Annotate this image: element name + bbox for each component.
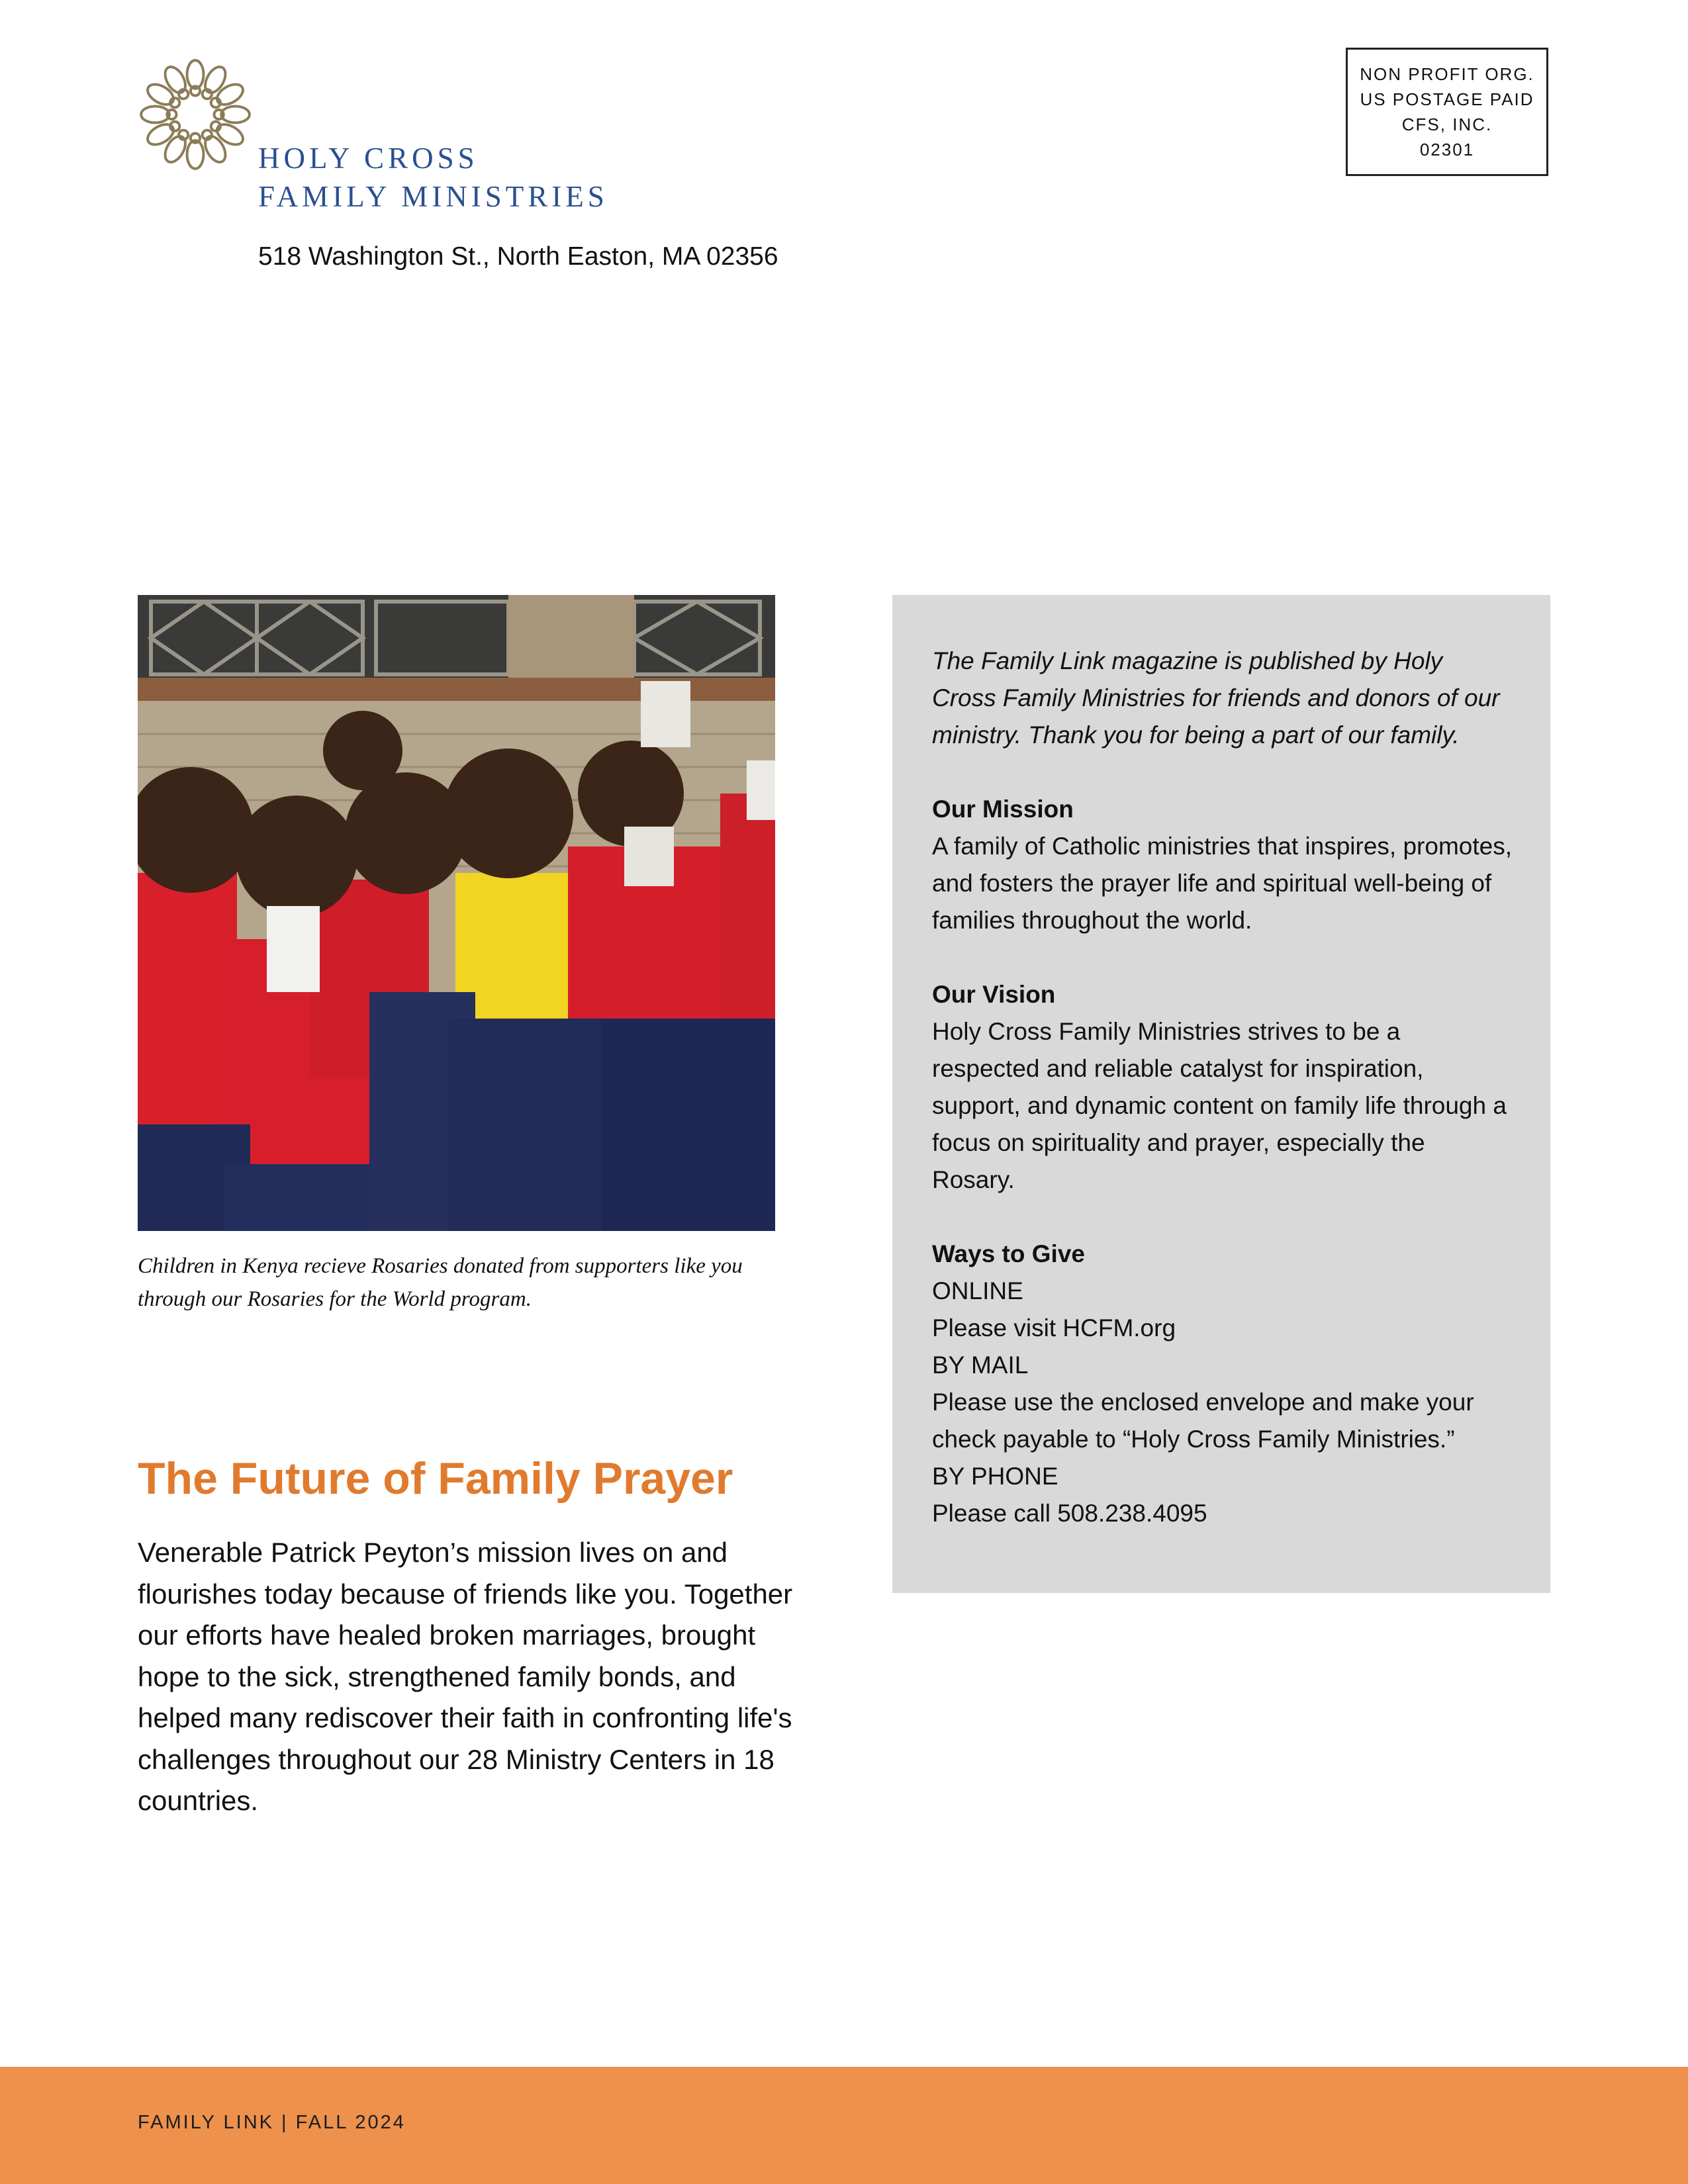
org-name (258, 139, 608, 216)
give-phone-label: BY PHONE (932, 1463, 1058, 1490)
footer-issue-label: FAMILY LINK | FALL 2024 (138, 2112, 406, 2133)
logo-icon (136, 56, 254, 173)
postage-line: US POSTAGE PAID (1360, 89, 1534, 109)
postage-indicia (1346, 48, 1548, 176)
give-mail-text: Please use the enclosed envelope and make your check payable to “Holy Cross Family Ministries.” (932, 1388, 1474, 1453)
give-mail-label: BY MAIL (932, 1351, 1029, 1379)
mission-text: A family of Catholic ministries that inspires, promotes, and fosters the prayer life and spiritual well-being of families throughout the world. (932, 833, 1512, 934)
give-online-label: ONLINE (932, 1277, 1023, 1304)
vision-text: Holy Cross Family Ministries strives to be a respected and reliable catalyst for inspiration, support, and dynamic content on family life through a focus on spirituality and prayer, especially the Rosary. (932, 1018, 1507, 1193)
mailing-address: 518 Washington St., North Easton, MA 02356 (258, 242, 778, 271)
give-phone-text: Please call 508.238.4095 (932, 1500, 1207, 1527)
info-sidebar (892, 595, 1550, 1593)
children-photo (138, 595, 775, 1231)
postage-line: 02301 (1419, 140, 1475, 159)
footer-band (0, 2067, 1688, 2184)
ways-to-give-title: Ways to Give (932, 1240, 1085, 1267)
info-intro: The Family Link magazine is published by Holy Cross Family Ministries for friends and donors of our ministry. Thank you for being a part of our family. (932, 647, 1500, 749)
postage-line: CFS, INC. (1401, 114, 1493, 134)
photo-caption: Children in Kenya recieve Rosaries donated from supporters like you through our Rosaries for the World program. (138, 1254, 743, 1311)
article-title: The Future of Family Prayer (138, 1453, 733, 1504)
article-body: Venerable Patrick Peyton’s mission lives on and flourishes today because of friends like you. Together our efforts have healed broken marriages, brought hope to the sick, strengthened family bonds, and helped many rediscover their faith in confronting life's challenges throughout our 28 Ministry Centers in 18 countries. (138, 1537, 793, 1816)
org-name-line2: FAMILY MINISTRIES (258, 180, 608, 213)
mission-title: Our Mission (932, 796, 1074, 823)
postage-line: NON PROFIT ORG. (1360, 64, 1534, 84)
give-online-text: Please visit HCFM.org (932, 1314, 1176, 1342)
org-name-line1: HOLY CROSS (258, 142, 479, 175)
children-photo-image (138, 595, 775, 1231)
vision-title: Our Vision (932, 981, 1056, 1008)
